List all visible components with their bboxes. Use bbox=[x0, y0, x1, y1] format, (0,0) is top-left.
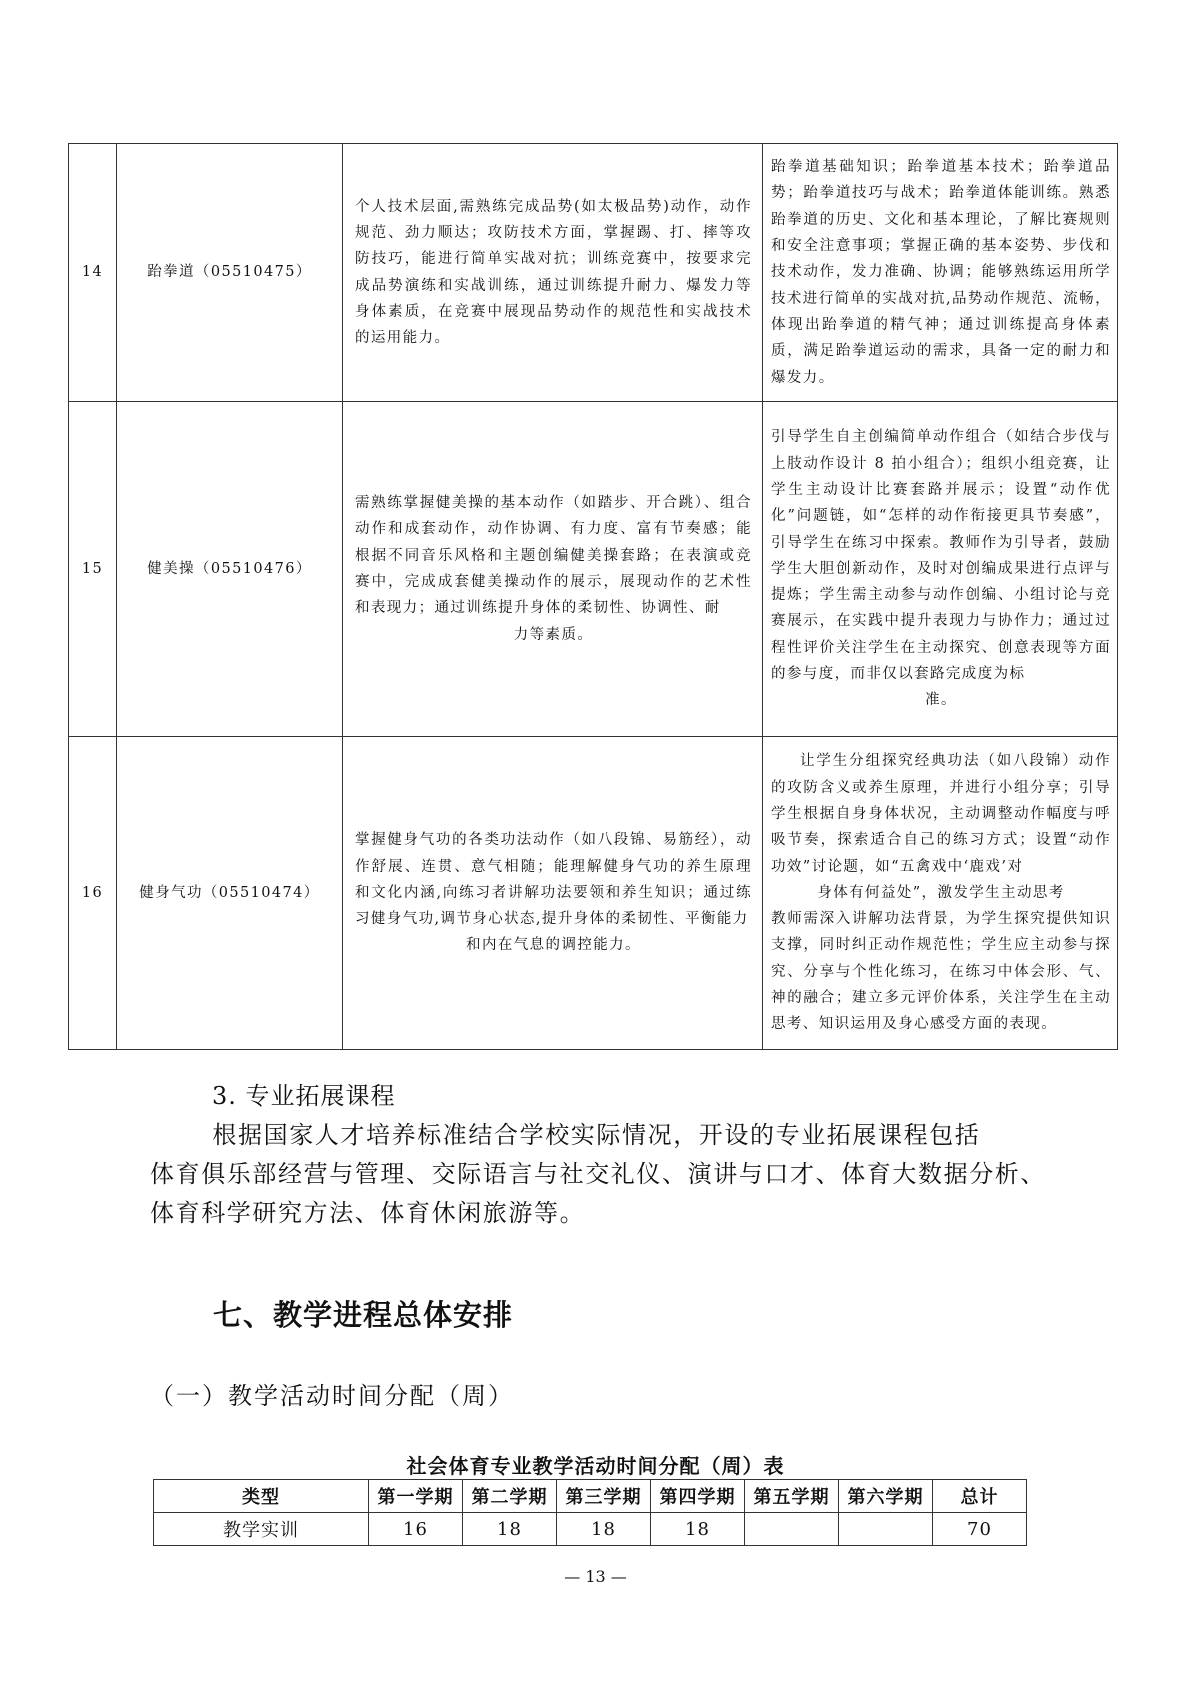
table-row bbox=[154, 1513, 1027, 1546]
methods-text-rest: 教师需深入讲解功法背景，为学生探究提供知识支撑，同时纠正动作规范性；学生应主动参与探究、分享与个性化练习，在练习中体会形、气、神的融合；建立多元评价体系，关注学生在主动思考、知识运用及身心感受方面的表现。 bbox=[771, 911, 1111, 1033]
methods-text: 跆拳道基础知识；跆拳道基本技术；跆拳道品势；跆拳道技巧与战术；跆拳道体能训练。熟悉跆拳道的历史、文化和基本理论，了解比赛规则和安全注意事项；掌握正确的基本姿势、步伐和技术动作，发力准确、协调；能够熟练运用所学技术进行简单的实战对抗,品势动作规范、流畅，体现出跆拳道的精气神；通过训练提高身体素质，满足跆拳道运动的需求，具备一定的耐力和爆发力。 bbox=[771, 159, 1111, 386]
methods-text: 让学生分组探究经典功法（如八段锦）动作的攻防含义或养生原理，并进行小组分享；引导学生根据自身身体状况，主动调整动作幅度与呼吸节奏，探索适合自己的练习方式；设置“动作功效”讨论题，如“五禽戏中‘鹿戏’对 bbox=[771, 753, 1111, 875]
section-paragraph bbox=[150, 1116, 1050, 1233]
paragraph-first-line: 根据国家人才培养标准结合学校实际情况，开设的专业拓展课程包括 bbox=[212, 1121, 981, 1149]
header-cell: 第四学期 bbox=[651, 1480, 745, 1513]
header-cell: 类型 bbox=[154, 1480, 369, 1513]
requirements-text-tail: 和内在气息的调控能力。 bbox=[466, 937, 641, 954]
page-number: — 13 — bbox=[564, 1567, 627, 1586]
requirements-text-tail: 力等素质。 bbox=[513, 626, 594, 643]
table-cell: 18 bbox=[557, 1513, 651, 1546]
course-number: 15 bbox=[69, 402, 117, 737]
table-header-row bbox=[154, 1480, 1027, 1513]
header-cell: 第二学期 bbox=[463, 1480, 557, 1513]
table-cell: 教学实训 bbox=[154, 1513, 369, 1546]
course-teaching-methods bbox=[763, 402, 1118, 737]
time-allocation-table bbox=[153, 1479, 1027, 1546]
course-requirements bbox=[343, 144, 763, 402]
header-cell: 第六学期 bbox=[839, 1480, 933, 1513]
course-teaching-methods bbox=[763, 737, 1118, 1050]
paragraph-rest: 体育俱乐部经营与管理、交际语言与社交礼仪、演讲与口才、体育大数据分析、体育科学研究方法、体育休闲旅游等。 bbox=[150, 1160, 1046, 1227]
header-cell: 总计 bbox=[933, 1480, 1027, 1513]
course-number: 16 bbox=[69, 737, 117, 1050]
table-cell: 18 bbox=[651, 1513, 745, 1546]
table-cell: 18 bbox=[463, 1513, 557, 1546]
table-cell bbox=[745, 1513, 839, 1546]
requirements-text: 个人技术层面,需熟练完成品势(如太极品势)动作，动作规范、劲力顺达；攻防技术方面，掌握踢、打、摔等攻防技巧，能进行简单实战对抗；训练竞赛中，按要求完成品势演练和实战训练，通过训练提升耐力、爆发力等身体素质，在竞赛中展现品势动作的规范性和实战技术的运用能力。 bbox=[355, 198, 752, 347]
table-cell: 16 bbox=[369, 1513, 463, 1546]
header-cell: 第三学期 bbox=[557, 1480, 651, 1513]
course-table bbox=[68, 143, 1118, 1050]
table-cell: 70 bbox=[933, 1513, 1027, 1546]
course-requirements bbox=[343, 402, 763, 737]
chapter-heading: 七、教学进程总体安排 bbox=[213, 1298, 514, 1332]
course-name: 健美操（05510476） bbox=[117, 402, 343, 737]
methods-text-tail: 准。 bbox=[925, 692, 957, 709]
course-name: 跆拳道（05510475） bbox=[117, 144, 343, 402]
table-row bbox=[69, 737, 1118, 1050]
requirements-text: 掌握健身气功的各类功法动作（如八段锦、易筋经），动作舒展、连贯、意气相随；能理解健身气功的养生原理和文化内涵,向练习者讲解功法要领和养生知识；通过练习健身气功,调节身心状态,提升身体的柔韧性、平衡能力 bbox=[355, 832, 752, 928]
subsection-heading: （一）教学活动时间分配（周） bbox=[150, 1382, 514, 1410]
header-cell: 第一学期 bbox=[369, 1480, 463, 1513]
methods-text-mid: 身体有何益处”，激发学生主动思考 bbox=[817, 884, 1065, 901]
table-caption: 社会体育专业教学活动时间分配（周）表 bbox=[406, 1454, 785, 1478]
table-row bbox=[69, 402, 1118, 737]
course-requirements bbox=[343, 737, 763, 1050]
course-teaching-methods bbox=[763, 144, 1118, 402]
methods-text: 引导学生自主创编简单动作组合（如结合步伐与上肢动作设计 8 拍小组合）；组织小组竞赛，让学生主动设计比赛套路并展示；设置“动作优化”问题链，如“怎样的动作衔接更具节奏感”，引导学生在练习中探索。教师作为引导者，鼓励学生大胆创新动作，及时对创编成果进行点评与提炼；学生需主动参与动作创编、小组讨论与竞赛展示，在实践中提升表现力与协作力；通过过程性评价关注学生在主动探究、创意表现等方面的参与度，而非仅以套路完成度为标 bbox=[771, 429, 1111, 683]
requirements-text: 需熟练掌握健美操的基本动作（如踏步、开合跳）、组合动作和成套动作，动作协调、有力度、富有节奏感；能根据不同音乐风格和主题创编健美操套路；在表演或竞赛中，完成成套健美操动作的展示，展现动作的艺术性和表现力；通过训练提升身体的柔韧性、协调性、耐 bbox=[355, 495, 752, 617]
section-heading: 3. 专业拓展课程 bbox=[212, 1082, 396, 1110]
table-cell bbox=[839, 1513, 933, 1546]
table-row bbox=[69, 144, 1118, 402]
course-name: 健身气功（05510474） bbox=[117, 737, 343, 1050]
course-number: 14 bbox=[69, 144, 117, 402]
header-cell: 第五学期 bbox=[745, 1480, 839, 1513]
